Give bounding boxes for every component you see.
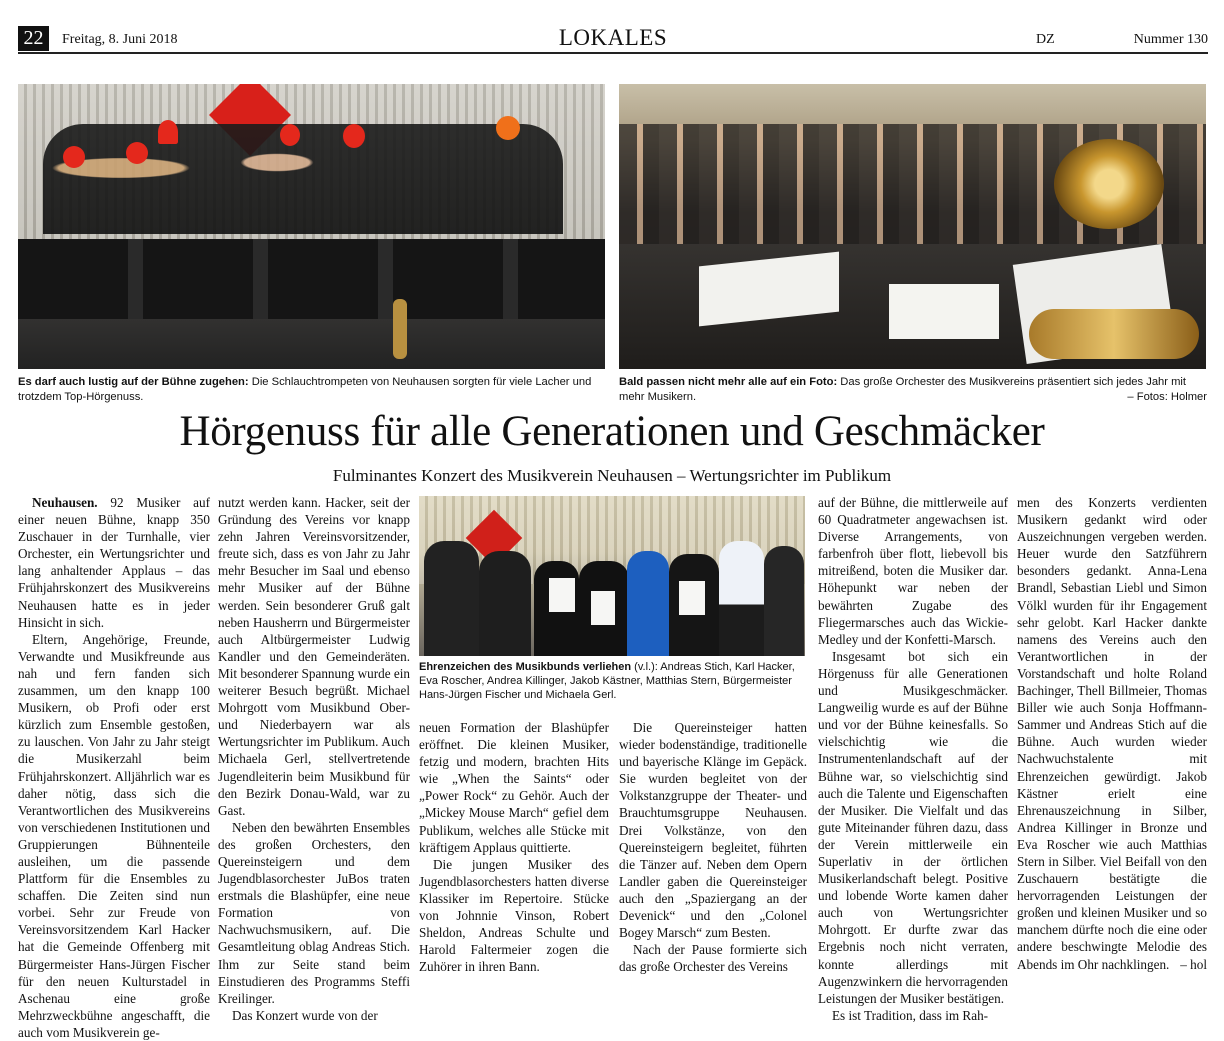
certificate <box>549 578 575 612</box>
article-headline: Hörgenuss für alle Generationen und Geschmäcker <box>179 408 1045 455</box>
certificate <box>679 581 705 615</box>
person <box>719 541 764 656</box>
page-number: 22 <box>18 26 49 51</box>
orchester-photo <box>619 84 1206 369</box>
photo-caption <box>18 375 608 404</box>
person <box>424 541 479 656</box>
caption-text: (v.l.): Andreas Stich, Karl Hacker, Eva Roscher, Andrea Killinger, Jakob Kästner, Matthias Stern, Bürgermeister Hans-Jürgen Fischer und Michaela Gerl. <box>419 661 795 701</box>
funnel-red <box>343 124 365 148</box>
article-column-6 <box>1017 494 1207 973</box>
section-title: LOKALES <box>558 25 668 50</box>
person <box>764 546 804 656</box>
paragraph: Die jungen Musiker des Jugendblasorchesters hatten diverse Klassiker im Repertoire. Stücke von Johnnie Vinson, Robert Sheldon, Andreas Schulte und Harold Faltermeier zogen die Zuhörer in ihren Bann. <box>419 856 609 975</box>
musicians-standing <box>43 124 563 234</box>
author-signature: – hol <box>1180 956 1207 972</box>
ehrenzeichen-photo <box>419 496 805 656</box>
paragraph: Insgesamt bot sich ein Hörgenuss für alle Generationen und Musikgeschmäcker. Langweilig wurde es auf der Bühne und vor der Bühne keinesfalls. So vielschichtig wie die Instrumentenlandschaft auf der Bühne war, so vielschichtig sind auch die Talente und Eigenschaften der Musiker. Die Vielfalt und das gute Miteinander führen dazu, dass der Verein mittlerweile ein Superlativ in der örtlichen Musikerlandschaft belegt. Positive und lobende Worte kamen daher auch von Wertungsrichter Mohrgott. Er durfte zwar das Ergebnis noch nicht verraten, konnte allerdings mit Augenzwinkern die hervorragenden Leistungen der Musiker bestätigen. <box>818 648 1008 1006</box>
person <box>479 551 531 656</box>
paragraph: Das Konzert wurde von der <box>232 1007 378 1023</box>
funnel-orange <box>496 116 520 140</box>
person <box>627 551 669 656</box>
paragraph: men des Konzerts verdienten Musikern gedankt wird oder Auszeichnungen vergeben werden. Heuer wurde den Satzführern besonders gedankt. Anna-Lena Brandl, Sebastian Liebl und Simon Völkl wurden für ihr Engagement sehr gelobt. Karl Hacker dankte namens des Vereins auch den Verantwortlichen in der Vorstandschaft und holte Roland Bachinger, Thell Billmeier, Thomas Biller wie auch Sonja Hoffmann-Sammer und Andreas Stich auf die Bühne. Auch wurden wieder Nachwuchstalente mit Ehrenzeichen gewürdigt. Jakob Kästner erielt eine Ehrenauszeichnung in Silber, Andrea Killinger in Bronze und Eva Roscher wie auch Matthias Stern in Silber. Viel Beifall von den Zuschauern bestätigte die hervorragenden Leistungen der großen und kleinen Musiker und so manchem dürfte noch die eine oder andere beschwingte Melodie des Abends im Ohr nachklingen. <box>1017 495 1207 972</box>
caption-lead: Ehrenzeichen des Musikbunds verliehen <box>419 661 632 673</box>
issue-date: Freitag, 8. Juni 2018 <box>62 32 178 47</box>
saxophone <box>393 299 407 359</box>
paragraph: Es ist Tradition, dass im Rah- <box>832 1007 989 1023</box>
paragraph: neuen Formation der Blashüpfer eröffnet. Die kleinen Musiker, fetzig und modern, brachten Hits wie „When the Saints“ oder „Power Rock“ zu Gehör. Auch der „Mickey Mouse March“ gefiel dem Publikum, welches alle Stücke mit kräftigem Applaus quittierte. <box>419 720 609 855</box>
sheet-music <box>889 284 999 339</box>
tuba <box>1054 139 1164 229</box>
paragraph: Die Quereinsteiger hatten wieder bodenständige, traditionelle und bayerische Klänge im Gepäck. Sie wurden begleitet von der Volkstanzgruppe der Theater- und Brauchtumsgruppe Neuhausen. Drei Volkstänze, von den Quereinsteigern begleitet, führten die Tänzer auf. Neben dem Opern Landler gaben die Quereinsteiger auch den „Spaziergang an der Devenick“ und den „Colonel Bogey Marsch“ zum Besten. <box>619 720 807 941</box>
paragraph: Nach der Pause formierte sich das große Orchester des Vereins <box>619 942 807 975</box>
caption-lead: Bald passen nicht mehr alle auf ein Foto: <box>619 376 838 388</box>
paragraph: nutzt werden kann. Hacker, seit der Gründung des Vereins vor knapp zehn Jahren Vereinsvorsitzender, freute sich, dass es von Jahr zu Jahr mehr Besucher im Saal und ebenso mehr Musiker auf der Bühne werden. Sein besonderer Gruß galt neben Hausherrn und Bürgermeister auch Altbürgermeister Ludwig Kandler und den Gemeinderäten. Mit besonderer Spannung wurde ein weiterer Besuch begrüßt. Michael Mohrgott vom Musikbund Ober- und Niederbayern war als Wertungsrichter im Publikum. Auch Michaela Gerl, stellvertretende Jugendleiterin beim Musikbund für den Bezirk Donau-Wald, war zu Gast. <box>218 495 410 818</box>
paragraph: Neben den bewährten Ensembles des großen Orchesters, den Quereinsteigern und dem Jugendblasorchester JuBos traten erstmals die Blashüpfer, eine neue Formation von Nachwuchsmusikern, auf. Die Gesamtleitung oblag Andreas Stich. Ihm zur Seite stand beim Einstudieren des Programms Steffi Kreilinger. <box>218 819 410 1006</box>
paragraph: auf der Bühne, die mittlerweile auf 60 Quadratmeter angewachsen ist. Diverse Arrangements, von farbenfroh über flott, liebevoll bis mitreißend, boten die Musiker dar. Höhepunkt war neben der bewährten Zugabe des Fliegermarsches auch das Wickie-Medley und der Konfetti-Marsch. <box>818 495 1008 647</box>
caption-text: Das große Orchester des Musikvereins präsentiert sich jedes Jahr mit mehr Musikern. <box>619 376 1187 403</box>
funnel-red <box>280 124 300 146</box>
article-column-2 <box>218 494 410 1024</box>
paragraph: Eltern, Angehörige, Freunde, Verwandte und Musikfreunde aus nah und fern fanden sich zusammen, um den knapp 100 Musikern, ob Profi oder erst kürzlich zum Ensemble gestoßen, zu lauschen. Von Jahr zu Jahr steigt die Musikerzahl beim Frühjahrskonzert. Alljährlich war es daher nötig, dass sich die Verantwortlichen des Musikvereins von verschiedenen Institutionen und Gruppierungen Bühnenteile ausleihen, um die passende Plattform für die Ensembles zu schaffen. Die Zeiten sind nun vorbei. Sehr zur Freude von Vereinsvorsitzendem Karl Hacker hat die Gemeinde Offenberg mit Bürgermeister Hans-Jürgen Fischer für den neuen Kulturstadel in Aschenau eine große Mehrzweckbühne angeschafft, die auch vom Musikverein ge- <box>18 631 210 1040</box>
dateline: Neuhausen. <box>32 495 98 510</box>
sheet-music <box>699 252 839 327</box>
article-column-5 <box>818 494 1008 1024</box>
article-column-1 <box>18 494 210 1041</box>
photo-caption <box>619 375 1207 404</box>
schlauchtrompeten-photo <box>18 84 605 369</box>
page-header <box>18 26 1208 54</box>
paragraph: 92 Musiker auf einer neuen Bühne, knapp 350 Zuschauer in der Turnhalle, vier Orchester, ein Wertungsrichter und lang anhaltender Applaus – das Frühjahrskonzert des Musikvereins Neuhausen hatte es in jeder Hinsicht in sich. <box>18 495 210 630</box>
certificate <box>591 591 615 625</box>
funnel-red <box>158 120 178 144</box>
caption-lead: Es darf auch lustig auf der Bühne zugehen: <box>18 376 249 388</box>
article-column-4 <box>619 719 807 975</box>
funnel-red <box>63 146 85 168</box>
music-stands <box>18 239 605 319</box>
photo-credit: – Fotos: Holmer <box>1127 390 1207 403</box>
issue-number: Nummer 130 <box>1133 32 1208 47</box>
paper-abbreviation: DZ <box>1036 32 1055 47</box>
photo-caption <box>419 660 807 702</box>
article-column-3 <box>419 719 609 975</box>
funnel-red <box>126 142 148 164</box>
trombone <box>1029 309 1199 359</box>
article-subheadline: Fulminantes Konzert des Musikverein Neuhausen – Wertungsrichter im Publikum <box>332 466 892 485</box>
caption-text: Die Schlauchtrompeten von Neuhausen sorgten für viele Lacher und trotzdem Top-Hörgenuss. <box>18 376 592 403</box>
